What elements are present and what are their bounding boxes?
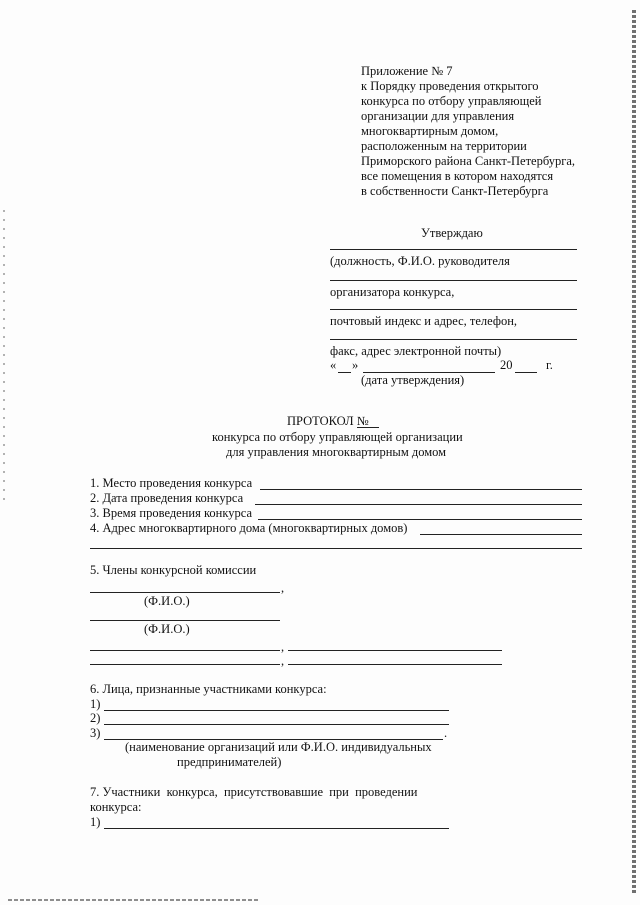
field-venue-blank[interactable] — [260, 489, 582, 490]
commission-member-blank[interactable] — [90, 620, 280, 621]
commission-title: 5. Члены конкурсной комиссии — [90, 563, 257, 577]
section-6-title: 6. Лица, признанные участниками конкурса: — [90, 682, 327, 696]
scan-edge-bottom — [8, 899, 258, 901]
appendix-line: в собственности Санкт-Петербурга — [361, 184, 549, 198]
field-address-blank-2[interactable] — [90, 548, 582, 549]
list-item-number: 1) — [90, 697, 101, 711]
protocol-number-blank[interactable] — [357, 427, 379, 428]
appendix-line: организации для управления — [361, 109, 515, 123]
comma: , — [281, 581, 285, 595]
comma: , — [281, 640, 285, 654]
period: . — [444, 726, 448, 740]
approval-date-open-quote: « — [330, 358, 337, 372]
participant-blank[interactable] — [104, 724, 449, 725]
field-address-label: 4. Адрес многоквартирного дома (многоквартирных домов) — [90, 521, 408, 535]
commission-member-blank[interactable] — [288, 650, 502, 651]
participant-blank[interactable] — [104, 710, 449, 711]
approval-year-suffix: г. — [546, 358, 553, 372]
commission-member-blank[interactable] — [288, 664, 502, 665]
approval-blank-line — [330, 309, 577, 310]
scan-edge-right — [632, 10, 636, 895]
appendix-line: конкурса по отбору управляющей — [361, 94, 542, 108]
appendix-line: Приложение № 7 — [361, 64, 453, 78]
protocol-title-text: ПРОТОКОЛ № — [287, 414, 369, 428]
appendix-line: многоквартирным домом, — [361, 124, 499, 138]
present-participant-blank[interactable] — [104, 828, 449, 829]
field-date-label: 2. Дата проведения конкурса — [90, 491, 244, 505]
approval-contacts-label: факс, адрес электронной почты) — [330, 344, 502, 358]
date-year-blank[interactable] — [515, 372, 537, 373]
field-time-label: 3. Время проведения конкурса — [90, 506, 253, 520]
list-item-number: 1) — [90, 815, 101, 829]
scan-edge-left — [3, 210, 5, 500]
approval-blank-line — [330, 249, 577, 250]
field-venue-label: 1. Место проведения конкурса — [90, 476, 253, 490]
field-date-blank[interactable] — [255, 504, 582, 505]
approval-title: Утверждаю — [421, 226, 483, 240]
fio-label: (Ф.И.О.) — [144, 594, 190, 608]
protocol-subtitle-2: для управления многоквартирным домом — [226, 445, 447, 459]
protocol-subtitle-1: конкурса по отбору управляющей организации — [212, 430, 463, 444]
approval-position-label: (должность, Ф.И.О. руководителя — [330, 254, 510, 268]
commission-member-blank[interactable] — [90, 650, 280, 651]
appendix-line: Приморского района Санкт-Петербурга, — [361, 154, 576, 168]
approval-blank-line — [330, 339, 577, 340]
approval-date-close-quote: » — [352, 358, 359, 372]
comma: , — [281, 654, 285, 668]
section-7-title-2: конкурса: — [90, 800, 142, 814]
fio-label: (Ф.И.О.) — [144, 622, 190, 636]
participants-note-2: предпринимателей) — [177, 755, 282, 769]
approval-organizer-label: организатора конкурса, — [330, 285, 455, 299]
appendix-line: все помещения в котором находятся — [361, 169, 554, 183]
list-item-number: 3) — [90, 726, 101, 740]
appendix-line: к Порядку проведения открытого — [361, 79, 539, 93]
date-day-blank[interactable] — [338, 372, 351, 373]
appendix-line: расположенным на территории — [361, 139, 527, 153]
field-time-blank[interactable] — [258, 519, 582, 520]
commission-member-blank[interactable] — [90, 592, 280, 593]
approval-address-label: почтовый индекс и адрес, телефон, — [330, 314, 518, 328]
approval-blank-line — [330, 280, 577, 281]
approval-date-label: (дата утверждения) — [361, 373, 465, 387]
participants-note-1: (наименование организаций или Ф.И.О. индивидуальных — [125, 740, 432, 754]
field-address-blank[interactable] — [420, 534, 582, 535]
appendix-header — [361, 64, 575, 199]
commission-member-blank[interactable] — [90, 664, 280, 665]
list-item-number: 2) — [90, 711, 101, 725]
section-7-title-1: 7. Участники конкурса, присутствовавшие при проведении — [90, 785, 418, 799]
approval-year-prefix: 20 — [500, 358, 513, 372]
